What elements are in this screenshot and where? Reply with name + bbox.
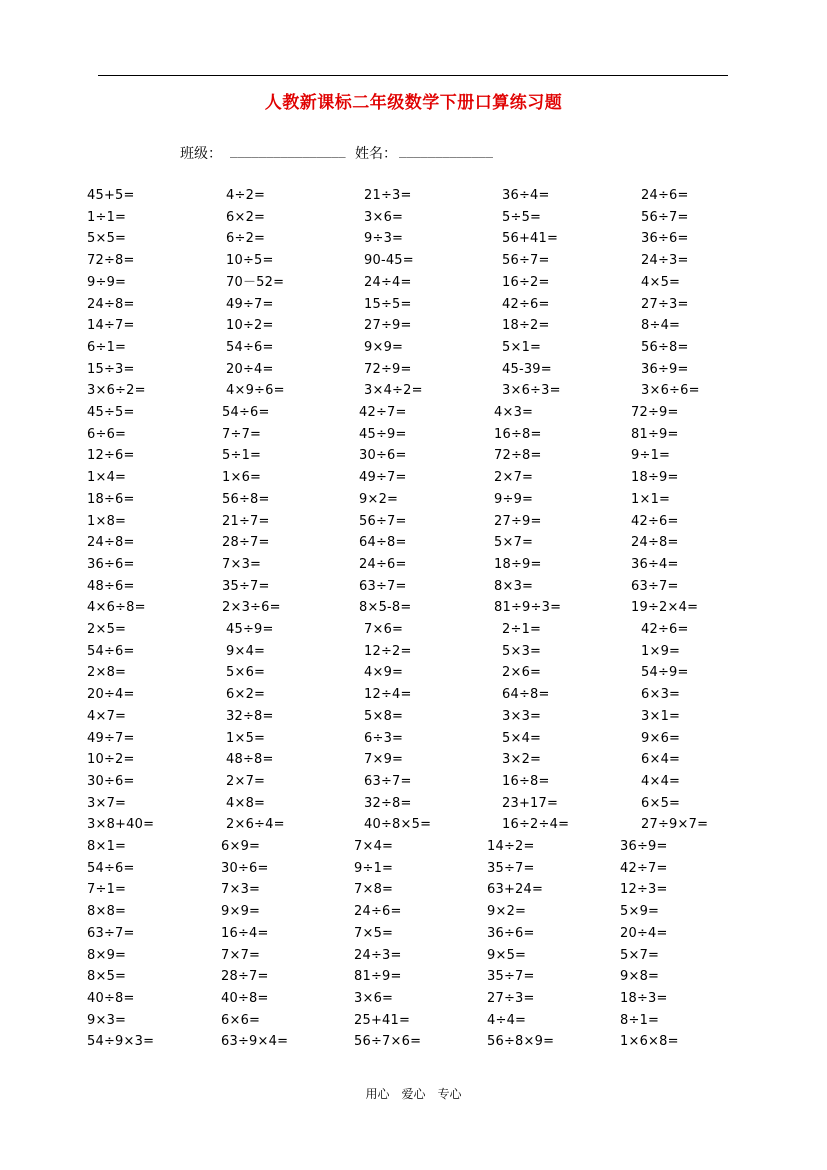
exercise-item: 6×4= <box>641 752 681 768</box>
exercise-item: 20÷4= <box>226 361 274 377</box>
exercise-item: 81÷9÷3= <box>494 600 562 616</box>
exercise-item: 54÷6= <box>87 860 135 876</box>
exercise-item: 49÷7= <box>87 730 135 746</box>
exercise-item: 1×9= <box>641 643 681 659</box>
exercise-item: 10÷5= <box>226 253 274 269</box>
exercise-row <box>0 402 827 424</box>
exercise-item: 5×1= <box>502 339 542 355</box>
exercise-item: 9×9= <box>221 904 261 920</box>
exercise-item: 3×6= <box>364 209 404 225</box>
exercise-item: 4×4= <box>641 773 681 789</box>
exercise-item: 24÷3= <box>641 253 689 269</box>
exercise-item: 56÷7= <box>359 513 407 529</box>
exercise-item: 2×7= <box>226 773 266 789</box>
exercise-item: 7×4= <box>354 839 394 854</box>
exercise-item: 54÷6= <box>222 405 270 420</box>
exercise-item: 6÷3= <box>364 730 404 746</box>
exercise-item: 4÷2= <box>226 188 266 203</box>
exercise-item: 9×8= <box>620 969 660 985</box>
exercise-row <box>0 706 827 728</box>
exercise-item: 54÷6= <box>87 643 135 659</box>
exercise-item: 12÷3= <box>620 882 668 898</box>
exercise-row <box>0 207 827 229</box>
exercise-row <box>0 814 827 836</box>
exercise-row <box>0 532 827 554</box>
exercise-row <box>0 511 827 533</box>
exercise-item: 6÷1= <box>87 339 127 355</box>
exercise-item: 7×7= <box>221 947 261 963</box>
exercise-item: 10÷2= <box>87 752 135 768</box>
exercise-item: 56÷7×6= <box>354 1034 422 1050</box>
exercise-item: 18÷3= <box>620 990 668 1006</box>
exercise-item: 4÷4= <box>487 1012 527 1028</box>
exercise-row <box>0 988 827 1010</box>
exercise-item: 5×7= <box>620 947 660 963</box>
exercise-item: 63+24= <box>487 882 544 898</box>
exercise-row <box>0 641 827 663</box>
exercise-item: 90-45= <box>364 253 414 269</box>
exercise-item: 6×2= <box>226 209 266 225</box>
exercise-item: 27÷3= <box>641 296 689 312</box>
exercise-item: 5×6= <box>226 665 266 681</box>
exercise-item: 15÷3= <box>87 361 135 377</box>
exercise-row <box>0 424 827 446</box>
exercise-item: 48÷6= <box>87 578 135 594</box>
exercise-row <box>0 597 827 619</box>
exercise-item: 16÷8= <box>502 773 550 789</box>
exercise-row <box>0 858 827 880</box>
exercise-item: 9÷9= <box>87 274 127 290</box>
exercise-item: 24÷6= <box>359 556 407 572</box>
exercise-item: 9÷3= <box>364 231 404 247</box>
exercise-item: 24÷6= <box>641 188 689 203</box>
exercise-item: 8÷4= <box>641 318 681 334</box>
exercise-row <box>0 228 827 250</box>
exercise-item: 18÷9= <box>631 470 679 486</box>
exercise-item: 7×3= <box>221 882 261 898</box>
exercise-item: 24÷6= <box>354 904 402 920</box>
exercise-item: 4×6÷8= <box>87 600 146 616</box>
exercise-item: 9×4= <box>226 643 266 659</box>
exercise-row <box>0 749 827 771</box>
exercise-item: 32÷8= <box>364 795 412 811</box>
exercise-item: 5×5= <box>87 231 127 247</box>
exercise-item: 6×2= <box>226 687 266 703</box>
exercise-item: 32÷8= <box>226 708 274 724</box>
exercise-row <box>0 467 827 489</box>
exercise-item: 24÷8= <box>87 296 135 312</box>
exercise-item: 2×6÷4= <box>226 817 285 833</box>
exercise-item: 45+5= <box>87 188 135 203</box>
exercise-item: 49÷7= <box>359 470 407 486</box>
exercise-row <box>0 489 827 511</box>
exercise-item: 7×9= <box>364 752 404 768</box>
exercise-item: 63÷7= <box>359 578 407 594</box>
exercise-item: 3×3= <box>502 708 542 724</box>
exercise-item: 24÷4= <box>364 274 412 290</box>
exercise-row <box>0 250 827 272</box>
exercise-item: 5×7= <box>494 535 534 551</box>
exercise-item: 8×3= <box>494 578 534 594</box>
exercise-item: 45-39= <box>502 361 552 377</box>
exercise-item: 5÷1= <box>222 448 262 464</box>
exercise-item: 63÷7= <box>631 578 679 594</box>
exercise-item: 18÷2= <box>502 318 550 334</box>
exercise-item: 40÷8×5= <box>364 817 432 833</box>
exercise-item: 8×5-8= <box>359 600 412 616</box>
exercise-item: 45÷9= <box>226 622 274 637</box>
exercise-item: 3×1= <box>641 708 681 724</box>
exercise-item: 8×8= <box>87 904 127 920</box>
name-blank-line: _____________ <box>399 144 493 158</box>
exercise-item: 1÷1= <box>87 209 127 225</box>
exercise-item: 81÷9= <box>354 969 402 985</box>
exercise-item: 1×6= <box>222 470 262 486</box>
exercise-item: 9×3= <box>87 1012 127 1028</box>
exercise-item: 12÷6= <box>87 448 135 464</box>
exercise-item: 7×3= <box>222 556 262 572</box>
exercise-item: 42÷6= <box>631 513 679 529</box>
exercise-item: 12÷2= <box>364 643 412 659</box>
exercise-item: 72÷9= <box>364 361 412 377</box>
exercise-item: 4×3= <box>494 405 534 420</box>
exercise-item: 14÷2= <box>487 839 535 854</box>
exercise-item: 42÷6= <box>641 622 689 637</box>
exercise-item: 1×4= <box>87 470 127 486</box>
exercise-row <box>0 684 827 706</box>
exercise-row <box>0 619 827 641</box>
exercise-item: 81÷9= <box>631 426 679 442</box>
exercise-row <box>0 966 827 988</box>
exercise-item: 42÷7= <box>620 860 668 876</box>
exercise-item: 7÷7= <box>222 426 262 442</box>
class-blank[interactable] <box>230 143 346 159</box>
exercise-item: 8×9= <box>87 947 127 963</box>
exercise-item: 3×6= <box>354 990 394 1006</box>
header-rule <box>98 75 728 76</box>
exercise-row <box>0 359 827 381</box>
exercise-row <box>0 728 827 750</box>
exercise-item: 63÷7= <box>364 773 412 789</box>
exercise-item: 36÷4= <box>502 188 550 203</box>
exercise-row <box>0 315 827 337</box>
exercise-item: 24÷8= <box>631 535 679 551</box>
exercise-item: 19÷2×4= <box>631 600 699 616</box>
exercise-row <box>0 662 827 684</box>
exercise-item: 9×5= <box>487 947 527 963</box>
exercise-item: 5÷5= <box>502 209 542 225</box>
exercise-item: 16÷4= <box>221 925 269 941</box>
exercise-row <box>0 185 827 207</box>
exercise-item: 63÷9×4= <box>221 1034 289 1050</box>
exercise-item: 10÷2= <box>226 318 274 334</box>
exercise-item: 3×6÷3= <box>502 383 561 399</box>
exercise-item: 27÷9×7= <box>641 817 709 833</box>
exercise-item: 9×6= <box>641 730 681 746</box>
exercise-item: 15÷5= <box>364 296 412 312</box>
exercise-item: 6×6= <box>221 1012 261 1028</box>
exercise-item: 36÷6= <box>87 556 135 572</box>
exercise-item: 72÷8= <box>87 253 135 269</box>
exercise-item: 2×3÷6= <box>222 600 281 616</box>
exercise-item: 6×5= <box>641 795 681 811</box>
exercise-item: 16÷2= <box>502 274 550 290</box>
page-footer: 用心 爱心 专心 <box>365 1087 462 1101</box>
exercise-row <box>0 1031 827 1053</box>
exercise-item: 8÷1= <box>620 1012 660 1028</box>
exercise-item: 5×3= <box>502 643 542 659</box>
exercise-item: 1×8= <box>87 513 127 529</box>
page-title: 人教新课标二年级数学下册口算练习题 <box>264 93 563 113</box>
exercise-item: 2×8= <box>87 665 127 681</box>
exercise-item: 6÷2= <box>226 231 266 247</box>
exercise-item: 9×9= <box>364 339 404 355</box>
exercise-item: 23+17= <box>502 795 559 811</box>
exercise-row <box>0 879 827 901</box>
exercise-item: 9×2= <box>487 904 527 920</box>
exercise-item: 18÷6= <box>87 491 135 507</box>
exercise-item: 40÷8= <box>87 990 135 1006</box>
exercise-item: 63÷7= <box>87 925 135 941</box>
exercise-item: 5×9= <box>620 904 660 920</box>
exercise-row <box>0 945 827 967</box>
exercise-item: 27÷9= <box>494 513 542 529</box>
exercise-item: 14÷7= <box>87 318 135 334</box>
exercise-item: 45÷9= <box>359 426 407 442</box>
exercise-item: 56÷7= <box>641 209 689 225</box>
exercise-item: 42÷7= <box>359 405 407 420</box>
exercise-item: 42÷6= <box>502 296 550 312</box>
exercise-item: 21÷7= <box>222 513 270 529</box>
exercise-item: 64÷8= <box>502 687 550 703</box>
exercise-item: 36÷6= <box>487 925 535 941</box>
exercise-item: 7×8= <box>354 882 394 898</box>
exercise-row <box>0 836 827 858</box>
exercise-item: 2×5= <box>87 622 127 637</box>
exercise-row <box>0 923 827 945</box>
exercise-item: 6×9= <box>221 839 261 854</box>
exercise-item: 9÷9= <box>494 491 534 507</box>
exercise-row <box>0 554 827 576</box>
exercise-item: 27÷3= <box>487 990 535 1006</box>
exercise-item: 4×9= <box>364 665 404 681</box>
exercise-item: 30÷6= <box>221 860 269 876</box>
exercise-item: 9×2= <box>359 491 399 507</box>
exercise-item: 56÷7= <box>502 253 550 269</box>
exercise-item: 56+41= <box>502 231 559 247</box>
exercise-row <box>0 294 827 316</box>
exercise-item: 64÷8= <box>359 535 407 551</box>
exercise-item: 54÷6= <box>226 339 274 355</box>
exercise-row <box>0 1010 827 1032</box>
exercise-item: 40÷8= <box>221 990 269 1006</box>
exercise-item: 72÷9= <box>631 405 679 420</box>
exercise-item: 5×8= <box>364 708 404 724</box>
exercise-row <box>0 793 827 815</box>
exercise-item: 27÷9= <box>364 318 412 334</box>
exercise-item: 7÷1= <box>87 882 127 898</box>
exercise-item: 6×3= <box>641 687 681 703</box>
exercise-item: 35÷7= <box>222 578 270 594</box>
exercise-item: 49÷7= <box>226 296 274 312</box>
exercise-row <box>0 380 827 402</box>
exercise-item: 35÷7= <box>487 860 535 876</box>
exercise-item: 36÷6= <box>641 231 689 247</box>
exercise-item: 18÷9= <box>494 556 542 572</box>
exercise-item: 4×7= <box>87 708 127 724</box>
exercise-item: 20÷4= <box>620 925 668 941</box>
exercise-item: 8×1= <box>87 839 127 854</box>
exercise-item: 3×6÷6= <box>641 383 700 399</box>
name-blank[interactable] <box>399 143 493 159</box>
exercise-row <box>0 901 827 923</box>
exercise-item: 54÷9= <box>641 665 689 681</box>
class-blank-line: ________________ <box>230 144 346 158</box>
exercise-item: 4×8= <box>226 795 266 811</box>
exercise-item: 21÷3= <box>364 188 412 203</box>
exercise-grid <box>0 185 827 1065</box>
exercise-item: 35÷7= <box>487 969 535 985</box>
exercise-row <box>0 445 827 467</box>
exercise-item: 2÷1= <box>502 622 542 637</box>
exercise-item: 9÷1= <box>354 860 394 876</box>
exercise-item: 8×5= <box>87 969 127 985</box>
exercise-item: 45÷5= <box>87 405 135 420</box>
exercise-item: 28÷7= <box>221 969 269 985</box>
exercise-item: 1×5= <box>226 730 266 746</box>
exercise-item: 56÷8= <box>641 339 689 355</box>
exercise-item: 28÷7= <box>222 535 270 551</box>
exercise-item: 1×1= <box>631 491 671 507</box>
exercise-item: 3×4÷2= <box>364 383 423 399</box>
exercise-row <box>0 771 827 793</box>
exercise-item: 20÷4= <box>87 687 135 703</box>
exercise-item: 25+41= <box>354 1012 411 1028</box>
exercise-item: 56÷8= <box>222 491 270 507</box>
exercise-item: 24÷8= <box>87 535 135 551</box>
exercise-item: 36÷9= <box>620 839 668 854</box>
exercise-item: 16÷2÷4= <box>502 817 570 833</box>
exercise-row <box>0 272 827 294</box>
exercise-item: 3×8+40= <box>87 817 155 833</box>
exercise-item: 48÷8= <box>226 752 274 768</box>
exercise-item: 24÷3= <box>354 947 402 963</box>
exercise-row <box>0 337 827 359</box>
exercise-item: 9÷1= <box>631 448 671 464</box>
exercise-item: 3×7= <box>87 795 127 811</box>
exercise-item: 4×9÷6= <box>226 383 285 399</box>
exercise-item: 2×6= <box>502 665 542 681</box>
exercise-item: 1×6×8= <box>620 1034 679 1050</box>
class-label: 班级： <box>180 146 222 162</box>
exercise-item: 36÷4= <box>631 556 679 572</box>
exercise-row <box>0 576 827 598</box>
exercise-item: 56÷8×9= <box>487 1034 555 1050</box>
exercise-item: 3×6÷2= <box>87 383 146 399</box>
exercise-item: 16÷8= <box>494 426 542 442</box>
exercise-item: 54÷9×3= <box>87 1034 155 1050</box>
exercise-item: 72÷8= <box>494 448 542 464</box>
exercise-item: 30÷6= <box>87 773 135 789</box>
exercise-item: 4×5= <box>641 274 681 290</box>
exercise-item: 70－52= <box>226 274 285 290</box>
exercise-item: 5×4= <box>502 730 542 746</box>
exercise-item: 12÷4= <box>364 687 412 703</box>
name-label: 姓名： <box>355 146 397 162</box>
exercise-item: 30÷6= <box>359 448 407 464</box>
exercise-item: 2×7= <box>494 470 534 486</box>
exercise-item: 36÷9= <box>641 361 689 377</box>
exercise-item: 7×5= <box>354 925 394 941</box>
exercise-item: 3×2= <box>502 752 542 768</box>
exercise-item: 7×6= <box>364 622 404 637</box>
exercise-item: 6÷6= <box>87 426 127 442</box>
